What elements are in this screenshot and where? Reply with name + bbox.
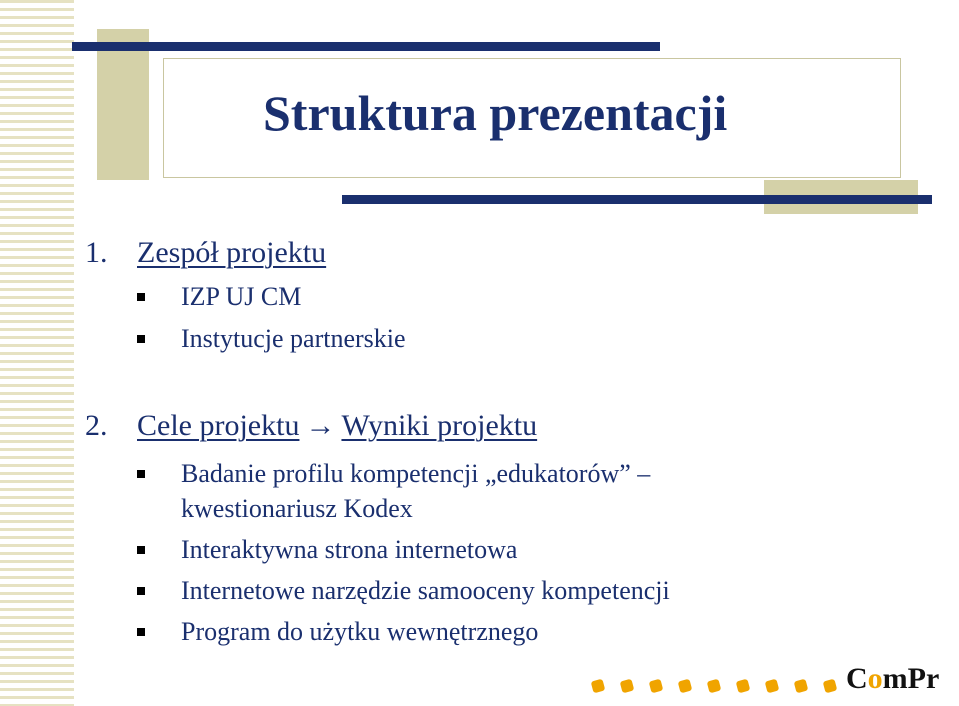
square-bullet-icon (137, 628, 145, 636)
bullet-item: IZP UJ CM (181, 279, 301, 314)
decorative-stripes (0, 0, 74, 706)
section-number: 1. (85, 236, 108, 269)
bullet-item: Badanie profilu kompetencji „edukatorów” – kwestionariusz Kodex (181, 456, 781, 526)
square-bullet-icon (137, 546, 145, 554)
square-bullet-icon (137, 293, 145, 301)
bullet-item: Instytucje partnerskie (181, 321, 406, 356)
square-bullet-icon (137, 470, 145, 478)
section-number: 2. (85, 409, 108, 442)
decor-olive-block-top (97, 29, 149, 180)
section-2-heading (85, 409, 537, 443)
square-bullet-icon (137, 335, 145, 343)
decor-navy-bar-top (72, 42, 660, 51)
bullet-item: Interaktywna strona internetowa (181, 532, 517, 567)
slide-title: Struktura prezentacji (263, 85, 728, 141)
compr-logo: ComPr (846, 662, 940, 695)
bullet-item: Program do użytku wewnętrznego (181, 614, 538, 649)
square-bullet-icon (137, 587, 145, 595)
decor-navy-bar-bottom (342, 195, 932, 204)
bullet-item: Internetowe narzędzie samooceny kompetencji (181, 573, 670, 608)
arrow-right-icon: → (305, 409, 336, 442)
section-title: Zespół projektu (137, 236, 327, 269)
section-title-part2: Wyniki projektu (341, 409, 538, 442)
section-title-part1: Cele projektu → Wyniki projektu (137, 409, 538, 442)
section-1-heading (85, 236, 326, 270)
